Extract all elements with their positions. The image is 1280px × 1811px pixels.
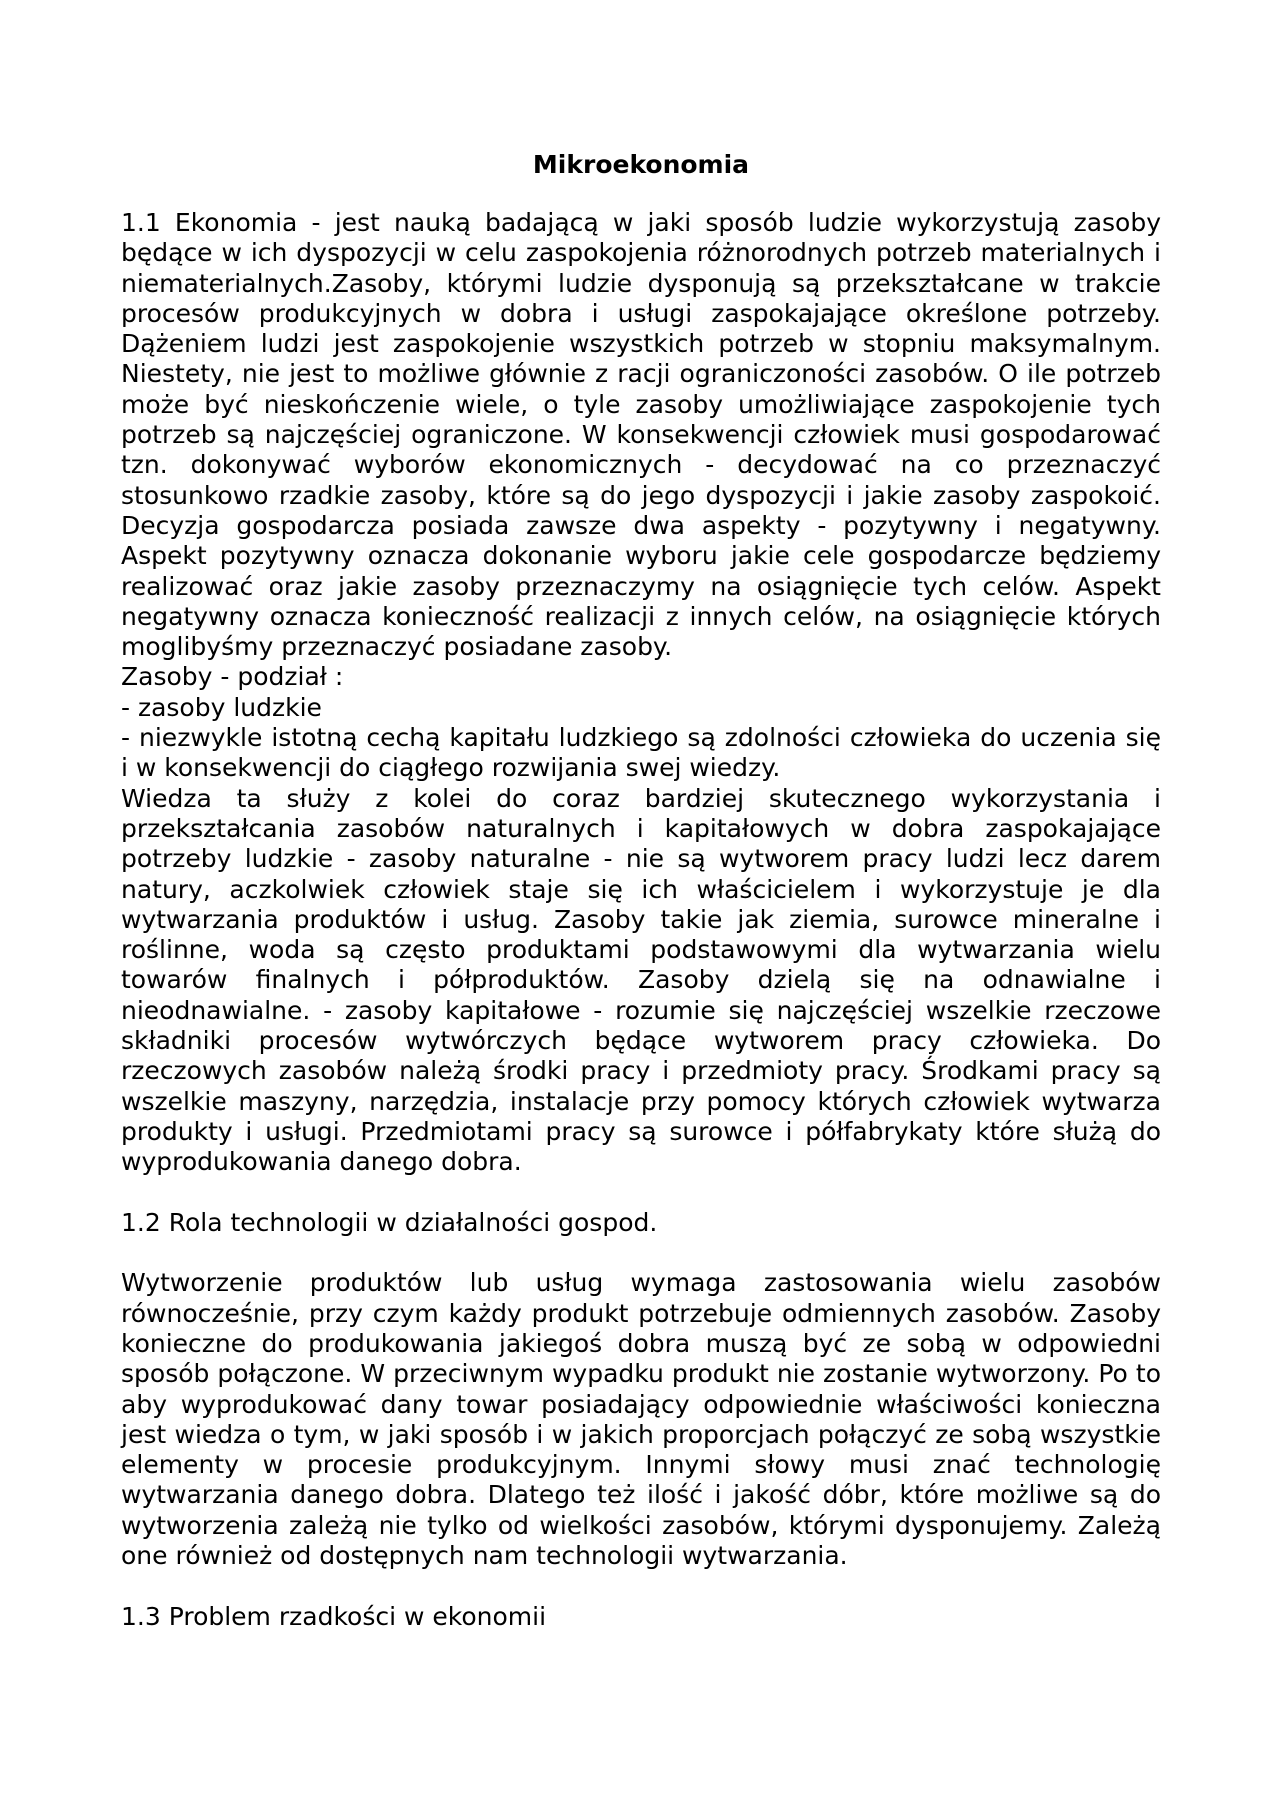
blank-line <box>121 1178 1161 1208</box>
paragraph-knowledge-resources: Wiedza ta służy z kolei do coraz bardziej skutecznego wykorzystania i przekształcania zasobów naturalnych i kapitałowych w dobra zaspokajające potrzeby ludzkie - zasoby naturalne - nie są wytworem pracy ludzi lecz darem natury, aczkolwiek człowiek staje się ich właścicielem i wykorzystuje je dla wytwarzania produktów i usług. Zasoby takie jak ziemia, surowce mineralne i roślinne, woda są często produktami podstawowymi dla wytwarzania wielu towarów finalnych i półproduktów. Zasoby dzielą się na odnawialne i nieodnawialne. - zasoby kapitałowe - rozumie się najczęściej wszelkie rzeczowe składniki procesów wytwórczych będące wytworem pracy człowieka. Do rzeczowych zasobów należą środki pracy i przedmioty pracy. Środkami pracy są wszelkie maszyny, narzędzia, instalacje przy pomocy których człowiek wytwarza produkty i usługi. Przedmiotami pracy są surowce i półfabrykaty które służą do wyprodukowania danego dobra. <box>121 783 1161 1177</box>
blank-line <box>121 1238 1161 1268</box>
blank-line <box>121 1571 1161 1601</box>
line-resources-division: Zasoby - podział : <box>121 662 344 692</box>
paragraph-technology: Wytworzenie produktów lub usług wymaga zastosowania wielu zasobów równocześnie, przy czym każdy produkt potrzebuje odmiennych zasobów. Zasoby konieczne do produkowania jakiegoś dobra muszą być ze sobą w odpowiedni sposób połączone. W przeciwnym wypadku produkt nie zostanie wytworzony. Po to aby wyprodukować dany towar posiadający odpowiednie właściwości konieczna jest wiedza o tym, w jaki sposób i w jakich proporcjach połączyć ze sobą wszystkie elementy w procesie produkcyjnym. Innymi słowy musi znać technologię wytwarzania danego dobra. Dlatego też ilość i jakość dóbr, które możliwe są do wytworzenia zależą nie tylko od wielkości zasobów, którymi dysponujemy. Zależą one również od dostępnych nam technologii wytwarzania. <box>121 1268 1161 1571</box>
paragraph-human-capital: - niezwykle istotną cechą kapitału ludzkiego są zdolności człowieka do uczenia się i w konsekwencji do ciągłego rozwijania swej wiedzy. <box>121 723 1161 783</box>
document-page <box>121 150 1161 1632</box>
paragraph-economics-definition: 1.1 Ekonomia - jest nauką badającą w jaki sposób ludzie wykorzystują zasoby będące w ich dyspozycji w celu zaspokojenia różnorodnych potrzeb materialnych i niematerialnych.Zasoby, którymi ludzie dysponują są przekształcane w trakcie procesów produkcyjnych w dobra i usługi zaspokajające określone potrzeby. Dążeniem ludzi jest zaspokojenie wszystkich potrzeb w stopniu maksymalnym. Niestety, nie jest to możliwe głównie z racji ograniczoności zasobów. O ile potrzeb może być nieskończenie wiele, o tyle zasoby umożliwiające zaspokojenie tych potrzeb są najczęściej ograniczone. W konsekwencji człowiek musi gospodarować tzn. dokonywać wyborów ekonomicznych - decydować na co przeznaczyć stosunkowo rzadkie zasoby, które są do jego dyspozycji i jakie zasoby zaspokoić. Decyzja gospodarcza posiada zawsze dwa aspekty - pozytywny i negatywny. Aspekt pozytywny oznacza dokonanie wyboru jakie cele gospodarcze będziemy realizować oraz jakie zasoby przeznaczymy na osiągnięcie tych celów. Aspekt negatywny oznacza konieczność realizacji z innych celów, na osiągnięcie których moglibyśmy przeznaczyć posiadane zasoby. <box>121 208 1161 662</box>
document-title: Mikroekonomia <box>532 150 750 179</box>
line-human-resources: - zasoby ludzkie <box>121 692 322 722</box>
section-heading-1-2: 1.2 Rola technologii w działalności gospod. <box>121 1207 658 1237</box>
section-heading-1-3: 1.3 Problem rzadkości w ekonomii <box>121 1601 547 1631</box>
